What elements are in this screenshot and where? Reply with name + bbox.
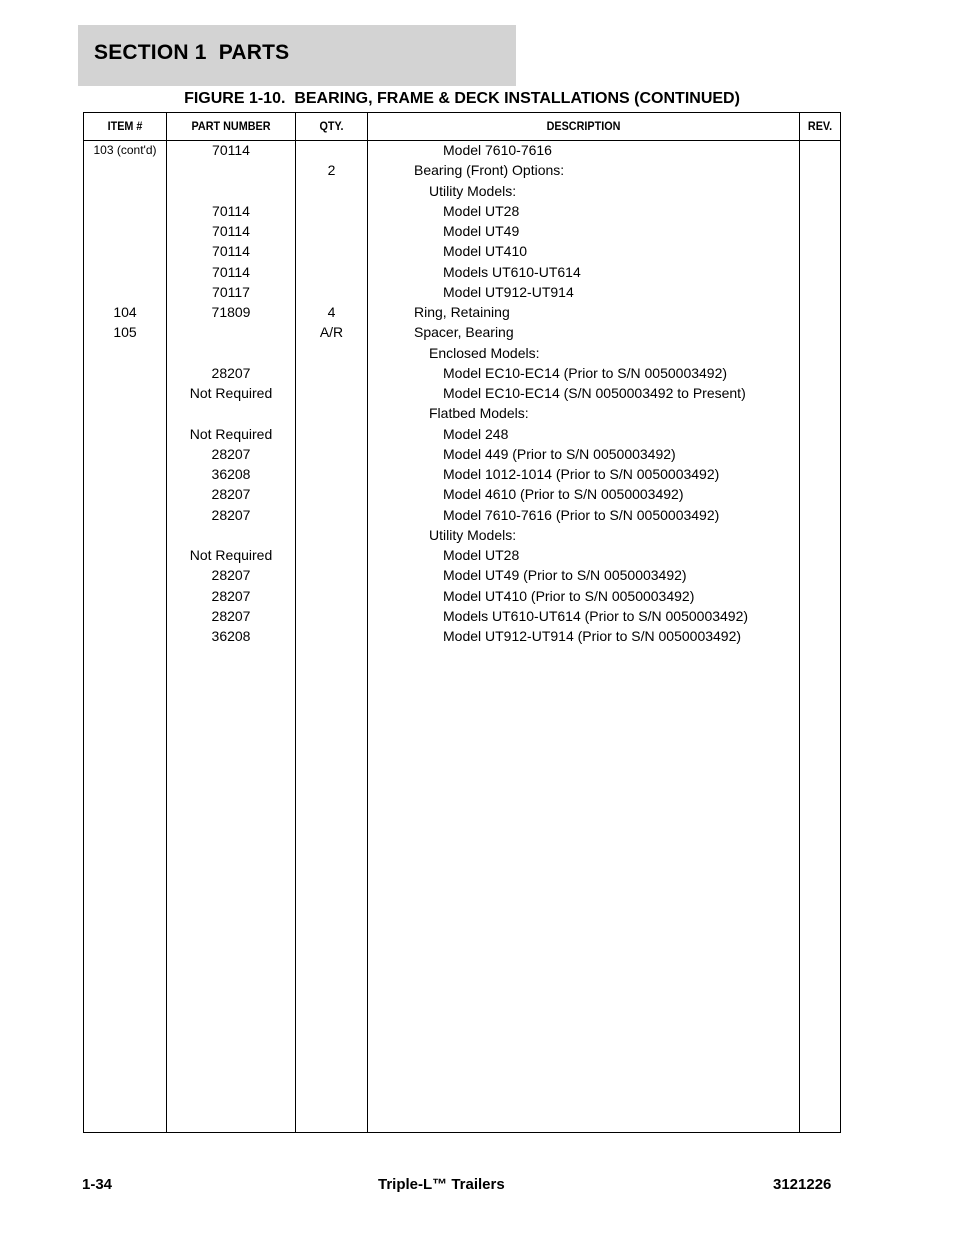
table-row	[84, 141, 840, 161]
part-number-cell: 36208	[211, 466, 251, 482]
footer-product: Triple-L™ Trailers	[378, 1176, 505, 1193]
description-cell: Ring, Retaining	[414, 304, 510, 320]
table-row	[84, 222, 840, 242]
description-cell: Model EC10-EC14 (Prior to S/N 0050003492)	[443, 364, 728, 381]
item-cell: 104	[113, 304, 137, 320]
description-cell: Flatbed Models:	[429, 405, 529, 422]
description-cell: Models UT610-UT614	[443, 263, 581, 280]
table-row	[84, 364, 840, 384]
description-cell: Enclosed Models:	[429, 344, 540, 361]
description-cell: Model UT28	[443, 202, 520, 219]
part-number-cell: 28207	[211, 506, 251, 523]
table-row	[84, 182, 840, 202]
part-number-cell: 28207	[211, 445, 251, 462]
figure-title: FIGURE 1-10. BEARING, FRAME & DECK INSTALLATIONS (CONTINUED)	[184, 90, 740, 107]
part-number-cell: 28207	[211, 587, 251, 604]
column-header-part-number: PART NUMBER	[191, 119, 271, 133]
table-body	[84, 141, 840, 647]
description-cell: Model UT49	[443, 223, 520, 239]
description-cell: Model EC10-EC14 (S/N 0050003492 to Present)	[443, 385, 746, 401]
part-number-cell: 70114	[212, 223, 250, 239]
section-banner	[78, 25, 516, 86]
table-row	[84, 242, 840, 262]
table-row	[84, 607, 840, 627]
column-header-description: DESCRIPTION	[546, 119, 621, 133]
column-header-rev: REV.	[807, 119, 833, 133]
column-header-item: ITEM #	[107, 119, 143, 133]
description-cell: Model UT410	[443, 243, 528, 260]
footer-doc-number: 3121226	[773, 1176, 832, 1193]
table-row	[84, 161, 840, 181]
table-row	[84, 303, 840, 323]
part-number-cell: 36208	[211, 628, 251, 644]
table-row	[84, 384, 840, 404]
description-cell: Model UT912-UT914 (Prior to S/N 0050003492)	[443, 628, 742, 644]
page-number: 1-34	[82, 1176, 113, 1193]
part-number-cell: 70114	[212, 263, 250, 280]
item-cell: 103 (cont'd)	[93, 143, 157, 157]
table-row	[84, 283, 840, 303]
table-row	[84, 344, 840, 364]
description-cell: Model UT912-UT914	[443, 283, 574, 300]
description-cell: Models UT610-UT614 (Prior to S/N 0050003492)	[443, 607, 749, 624]
table-row	[84, 566, 840, 586]
qty-cell: 2	[327, 162, 336, 179]
table-row	[84, 465, 840, 485]
parts-table	[83, 112, 841, 1133]
part-number-cell: 28207	[211, 364, 251, 381]
table-row	[84, 202, 840, 222]
qty-cell: 4	[327, 304, 336, 320]
part-number-cell: 71809	[211, 304, 251, 320]
table-row	[84, 323, 840, 343]
table-row	[84, 546, 840, 566]
description-cell: Model UT28	[443, 547, 520, 563]
table-row	[84, 263, 840, 283]
section-title: SECTION 1 PARTS	[94, 41, 290, 64]
part-number-cell: 70114	[212, 142, 250, 158]
table-row	[84, 627, 840, 647]
table-row	[84, 506, 840, 526]
qty-cell: A/R	[319, 324, 344, 341]
table-row	[84, 425, 840, 445]
description-cell: Utility Models:	[429, 182, 517, 199]
part-number-cell: 28207	[211, 567, 251, 584]
part-number-cell: Not Required	[189, 385, 273, 401]
table-row	[84, 485, 840, 505]
column-header-qty: QTY.	[319, 119, 344, 133]
description-cell: Model 7610-7616 (Prior to S/N 0050003492)	[443, 506, 720, 523]
description-cell: Model 4610 (Prior to S/N 0050003492)	[443, 486, 684, 503]
part-number-cell: 70114	[212, 202, 250, 219]
item-cell: 105	[113, 324, 137, 341]
table-row	[84, 526, 840, 546]
table-row	[84, 587, 840, 607]
part-number-cell: 70117	[212, 283, 250, 300]
description-cell: Bearing (Front) Options:	[414, 162, 565, 179]
description-cell: Spacer, Bearing	[414, 324, 514, 341]
description-cell: Model 7610-7616	[443, 142, 552, 158]
part-number-cell: Not Required	[189, 547, 273, 563]
part-number-cell: 70114	[212, 243, 250, 260]
part-number-cell: 28207	[211, 486, 251, 503]
description-cell: Model 1012-1014 (Prior to S/N 0050003492)	[443, 466, 720, 482]
table-row	[84, 445, 840, 465]
description-cell: Utility Models:	[429, 526, 517, 543]
description-cell: Model 248	[443, 425, 509, 442]
table-row	[84, 404, 840, 424]
description-cell: Model UT49 (Prior to S/N 0050003492)	[443, 567, 687, 584]
part-number-cell: Not Required	[189, 425, 273, 442]
description-cell: Model UT410 (Prior to S/N 0050003492)	[443, 587, 695, 604]
description-cell: Model 449 (Prior to S/N 0050003492)	[443, 445, 676, 462]
part-number-cell: 28207	[211, 607, 251, 624]
